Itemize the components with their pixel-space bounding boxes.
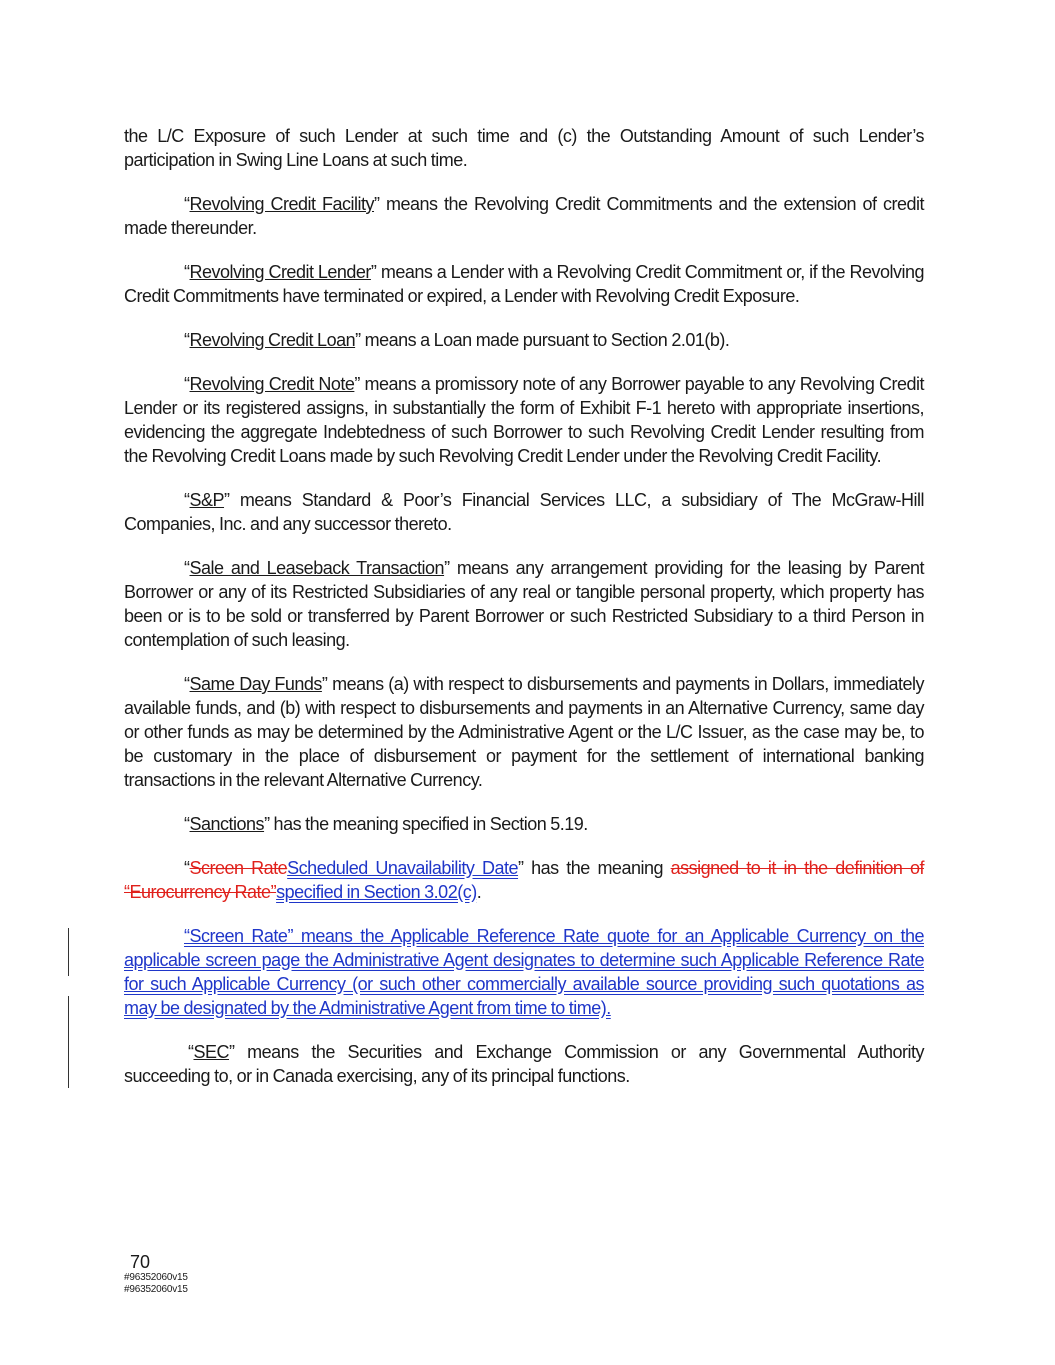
document-page bbox=[124, 124, 924, 1108]
definition-revolving-credit-facility: “Revolving Credit Facility” means the Revolving Credit Commitments and the extension of credit made thereunder. bbox=[124, 194, 924, 238]
defined-term: Sanctions bbox=[189, 814, 265, 834]
defined-term: SEC bbox=[193, 1042, 230, 1062]
defined-term: Revolving Credit Facility bbox=[189, 194, 375, 214]
inserted-text: specified in Section 3.02(c) bbox=[276, 882, 477, 902]
document-id: #96352060v15 bbox=[124, 1272, 188, 1283]
paragraph-lc-exposure-continuation: the L/C Exposure of such Lender at such time and (c) the Outstanding Amount of such Lender’s participation in Swing Line Loans at such time. bbox=[124, 126, 924, 170]
inserted-text: “Screen Rate” means the Applicable Reference Rate quote for an Applicable Currency on the applicable screen page the Administrative Agent designates to determine such Applicable Reference Rate for such Applicable Currency (or such other commercially available source providing such quotations as may be designated by the Administrative Agent from time to time). bbox=[124, 926, 924, 1018]
definition-scheduled-unavailability-date: “Screen RateScheduled Unavailability Date” has the meaning assigned to it in the definition of “Eurocurrency Rate”specified in Section 3.02(c). bbox=[124, 858, 924, 902]
definition-revolving-credit-lender: “Revolving Credit Lender” means a Lender with a Revolving Credit Commitment or, if the Revolving Credit Commitments have terminated or expired, a Lender with Revolving Credit Exposure. bbox=[124, 262, 924, 306]
definition-sanctions: “Sanctions” has the meaning specified in Section 5.19. bbox=[184, 814, 588, 834]
deleted-text: assigned to it in the definition of “ bbox=[124, 858, 924, 902]
defined-term: Revolving Credit Loan bbox=[189, 330, 356, 350]
definition-screen-rate bbox=[124, 924, 924, 1020]
deleted-term: Screen Rate bbox=[189, 858, 288, 878]
deleted-text: ” bbox=[270, 882, 277, 902]
defined-term: Revolving Credit Note bbox=[189, 374, 355, 394]
change-bar bbox=[68, 996, 69, 1088]
defined-term: Sale and Leaseback Transaction bbox=[189, 558, 445, 578]
definition-sale-and-leaseback: “Sale and Leaseback Transaction” means any arrangement providing for the leasing by Parent Borrower or any of its Restricted Subsidiaries of any real or tangible personal property, which property has been or is to be sold or transferred by Parent Borrower or such Restricted Subsidiary to a third Person in contemplation of such leasing. bbox=[124, 558, 924, 650]
defined-term: S&P bbox=[189, 490, 225, 510]
definition-revolving-credit-note: “Revolving Credit Note” means a promissory note of any Borrower payable to any Revolving Credit Lender or its registered assigns, in substantially the form of Exhibit F-1 hereto with appropriate insertions, evidencing the aggregate Indebtedness of such Borrower to such Revolving Credit Lender resulting from the Revolving Credit Loans made by such Revolving Credit Lender under the Revolving Credit Facility. bbox=[124, 374, 924, 466]
change-bar bbox=[68, 928, 69, 976]
deleted-text: Eurocurrency Rate bbox=[129, 882, 271, 902]
page-number: 70 bbox=[130, 1252, 151, 1272]
defined-term: Same Day Funds bbox=[189, 674, 322, 694]
defined-term: Revolving Credit Lender bbox=[189, 262, 371, 282]
page-footer bbox=[124, 1252, 188, 1296]
definition-revolving-credit-loan: “Revolving Credit Loan” means a Loan made pursuant to Section 2.01(b). bbox=[184, 330, 730, 350]
document-id: #96352060v15 bbox=[124, 1284, 188, 1295]
definition-s-and-p: “S&P” means Standard & Poor’s Financial Services LLC, a subsidiary of The McGraw-Hill Companies, Inc. and any successor thereto. bbox=[124, 490, 924, 534]
inserted-term: Scheduled Unavailability Date bbox=[287, 858, 519, 878]
definition-same-day-funds: “Same Day Funds” means (a) with respect to disbursements and payments in Dollars, immediately available funds, and (b) with respect to disbursements and payments in an Alternative Currency, same day or other funds as may be determined by the Administrative Agent or the L/C Issuer, as the case may be, to be customary in the place of disbursement or payment for the settlement of international banking transactions in the relevant Alternative Currency. bbox=[124, 674, 924, 790]
definition-sec: “SEC” means the Securities and Exchange Commission or any Governmental Authority succeeding to, or in Canada exercising, any of its principal functions. bbox=[124, 1042, 924, 1086]
